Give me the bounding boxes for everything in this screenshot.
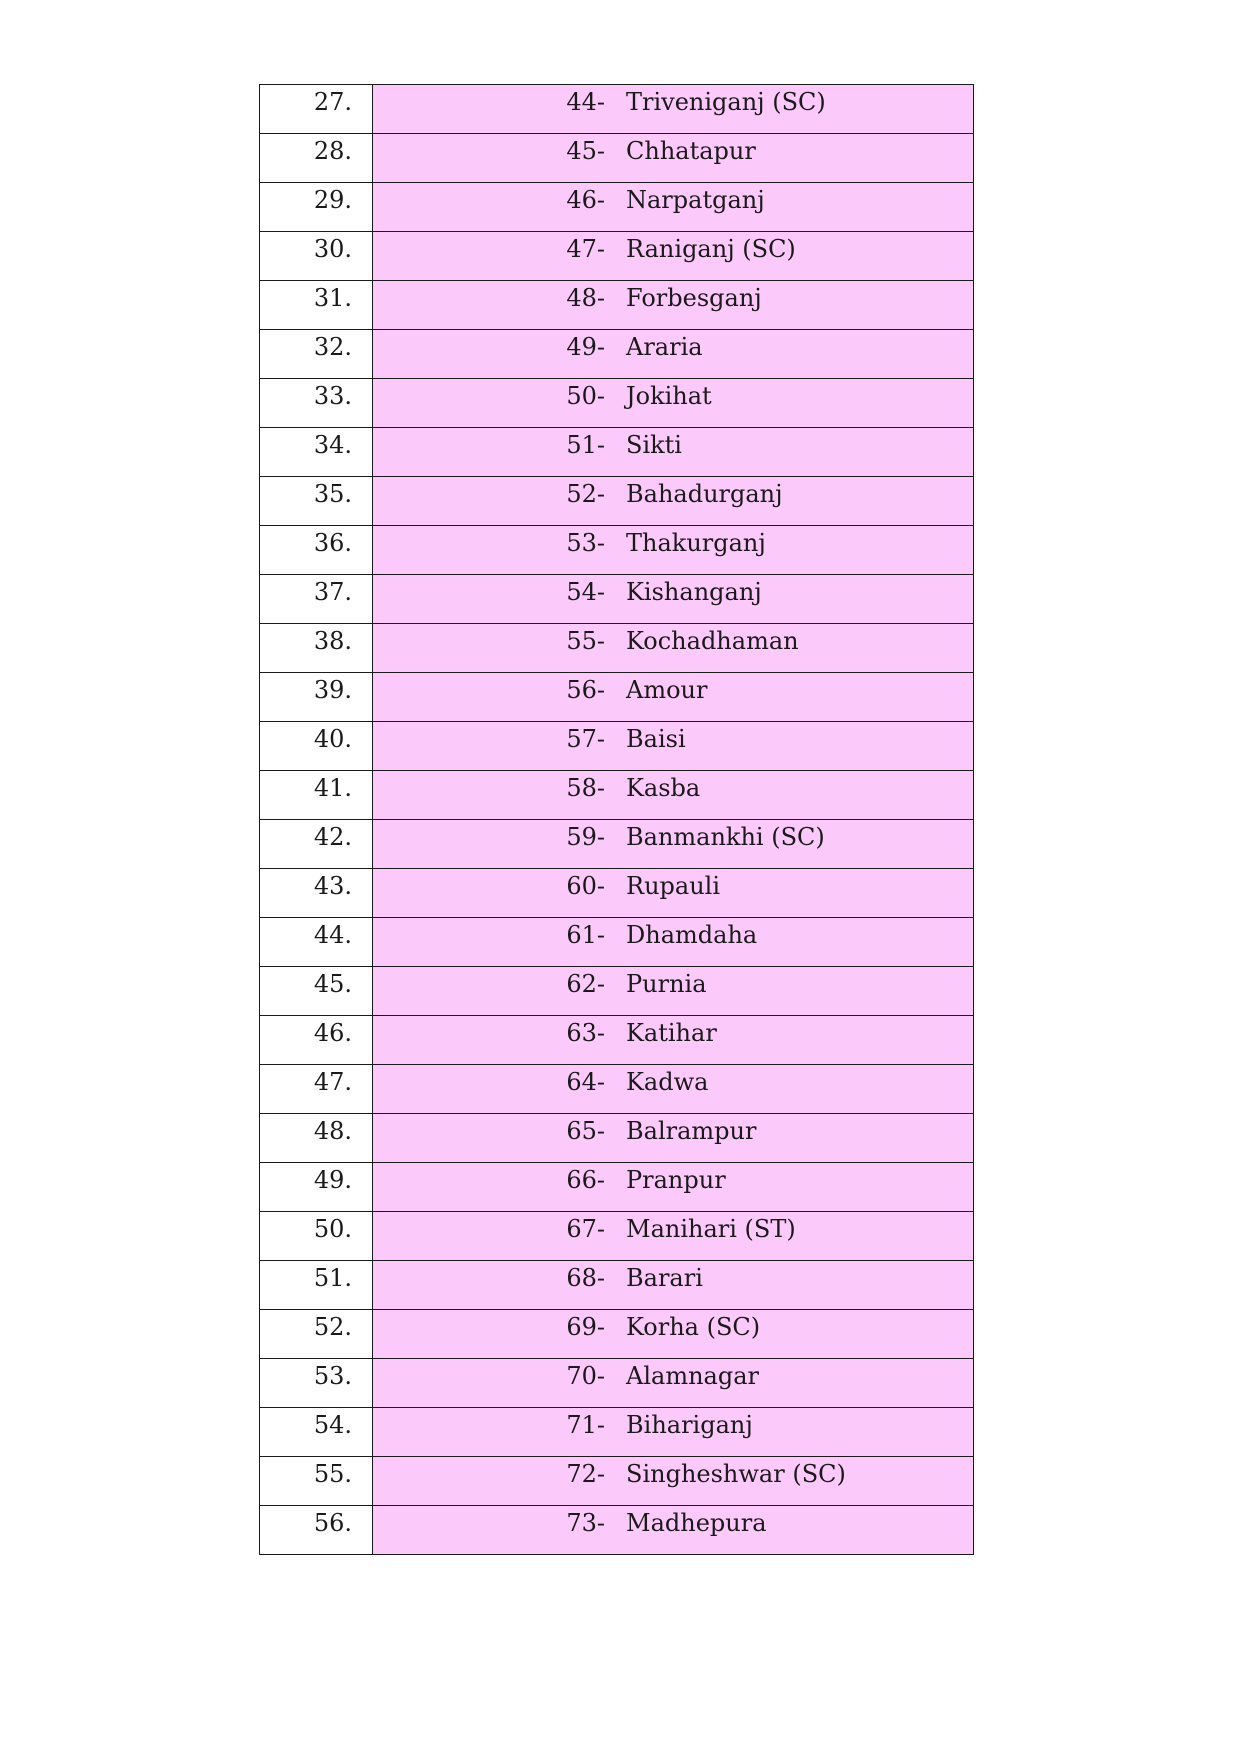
table-row (260, 183, 974, 232)
constituency-number: 54- (566, 578, 605, 606)
serial-number-cell (260, 1261, 373, 1310)
serial-number: 56. (313, 1509, 352, 1537)
table-row (260, 85, 974, 134)
serial-number-cell (260, 1065, 373, 1114)
serial-number-cell (260, 673, 373, 722)
constituency-cell (373, 1163, 974, 1212)
constituency-name: Alamnagar (626, 1362, 759, 1390)
serial-number-cell (260, 869, 373, 918)
table-row (260, 1506, 974, 1555)
table-row (260, 379, 974, 428)
table-body (260, 85, 974, 1555)
table-row (260, 1163, 974, 1212)
constituency-number: 56- (566, 676, 605, 704)
constituency-number: 59- (566, 823, 605, 851)
serial-number-cell (260, 1457, 373, 1506)
constituency-name: Purnia (626, 970, 707, 998)
serial-number-cell (260, 1359, 373, 1408)
constituency-name: Bahadurganj (626, 480, 783, 508)
constituency-cell (373, 1114, 974, 1163)
table-row (260, 820, 974, 869)
constituency-cell (373, 1408, 974, 1457)
constituency-cell (373, 1261, 974, 1310)
serial-number-cell (260, 281, 373, 330)
constituency-number: 60- (566, 872, 605, 900)
table-row (260, 477, 974, 526)
serial-number: 47. (313, 1068, 352, 1096)
serial-number: 33. (313, 382, 352, 410)
table-row (260, 624, 974, 673)
constituency-cell (373, 918, 974, 967)
constituency-cell (373, 1457, 974, 1506)
table-row (260, 134, 974, 183)
table-row (260, 526, 974, 575)
constituency-number: 51- (566, 431, 605, 459)
serial-number-cell (260, 1506, 373, 1555)
serial-number: 43. (313, 872, 352, 900)
constituency-number: 58- (566, 774, 605, 802)
constituency-number: 69- (566, 1313, 605, 1341)
constituency-number: 48- (566, 284, 605, 312)
constituency-number: 65- (566, 1117, 605, 1145)
serial-number: 34. (313, 431, 352, 459)
serial-number-cell (260, 1016, 373, 1065)
constituency-number: 70- (566, 1362, 605, 1390)
constituency-table (259, 84, 974, 1555)
constituency-number: 52- (566, 480, 605, 508)
serial-number-cell (260, 85, 373, 134)
constituency-name: Kasba (626, 774, 701, 802)
serial-number: 41. (313, 774, 352, 802)
constituency-cell (373, 1506, 974, 1555)
constituency-cell (373, 820, 974, 869)
constituency-name: Araria (626, 333, 703, 361)
table-row (260, 232, 974, 281)
constituency-cell (373, 1359, 974, 1408)
serial-number: 44. (313, 921, 352, 949)
constituency-number: 47- (566, 235, 605, 263)
constituency-cell (373, 183, 974, 232)
serial-number-cell (260, 134, 373, 183)
serial-number: 42. (313, 823, 352, 851)
constituency-name: Kadwa (626, 1068, 709, 1096)
table-row (260, 771, 974, 820)
table-row (260, 281, 974, 330)
serial-number: 31. (313, 284, 352, 312)
constituency-name: Amour (626, 676, 708, 704)
serial-number: 55. (313, 1460, 352, 1488)
constituency-name: Thakurganj (626, 529, 766, 557)
constituency-name: Jokihat (626, 382, 712, 410)
serial-number: 49. (313, 1166, 352, 1194)
serial-number-cell (260, 1212, 373, 1261)
constituency-name: Narpatganj (626, 186, 765, 214)
constituency-name: Bihariganj (626, 1411, 753, 1439)
constituency-name: Balrampur (626, 1117, 757, 1145)
constituency-number: 50- (566, 382, 605, 410)
constituency-cell (373, 1016, 974, 1065)
serial-number: 35. (313, 480, 352, 508)
constituency-cell (373, 428, 974, 477)
constituency-number: 63- (566, 1019, 605, 1047)
constituency-cell (373, 1310, 974, 1359)
serial-number: 46. (313, 1019, 352, 1047)
constituency-number: 64- (566, 1068, 605, 1096)
constituency-cell (373, 526, 974, 575)
constituency-name: Katihar (626, 1019, 717, 1047)
table-row (260, 575, 974, 624)
constituency-name: Chhatapur (626, 137, 756, 165)
serial-number: 32. (313, 333, 352, 361)
serial-number: 51. (313, 1264, 352, 1292)
table-row (260, 1065, 974, 1114)
constituency-name: Pranpur (626, 1166, 726, 1194)
serial-number: 50. (313, 1215, 352, 1243)
serial-number-cell (260, 967, 373, 1016)
constituency-name: Rupauli (626, 872, 721, 900)
serial-number: 39. (313, 676, 352, 704)
constituency-number: 46- (566, 186, 605, 214)
constituency-number: 61- (566, 921, 605, 949)
serial-number-cell (260, 379, 373, 428)
constituency-name: Kishanganj (626, 578, 762, 606)
constituency-cell (373, 85, 974, 134)
constituency-name: Banmankhi (SC) (626, 823, 825, 851)
constituency-name: Raniganj (SC) (626, 235, 796, 263)
constituency-cell (373, 967, 974, 1016)
serial-number: 53. (313, 1362, 352, 1390)
table-row (260, 1016, 974, 1065)
serial-number-cell (260, 1163, 373, 1212)
constituency-number: 53- (566, 529, 605, 557)
serial-number: 37. (313, 578, 352, 606)
serial-number-cell (260, 1114, 373, 1163)
constituency-name: Forbesganj (626, 284, 762, 312)
constituency-number: 68- (566, 1264, 605, 1292)
serial-number-cell (260, 771, 373, 820)
table-row (260, 1457, 974, 1506)
constituency-number: 73- (566, 1509, 605, 1537)
constituency-cell (373, 1065, 974, 1114)
constituency-number: 55- (566, 627, 605, 655)
table-row (260, 1408, 974, 1457)
table-row (260, 722, 974, 771)
constituency-name: Korha (SC) (626, 1313, 761, 1341)
serial-number: 45. (313, 970, 352, 998)
constituency-cell (373, 673, 974, 722)
table-row (260, 330, 974, 379)
constituency-cell (373, 281, 974, 330)
constituency-cell (373, 869, 974, 918)
constituency-cell (373, 379, 974, 428)
table-row (260, 967, 974, 1016)
constituency-number: 66- (566, 1166, 605, 1194)
constituency-number: 49- (566, 333, 605, 361)
serial-number-cell (260, 1310, 373, 1359)
constituency-number: 62- (566, 970, 605, 998)
serial-number: 40. (313, 725, 352, 753)
constituency-name: Triveniganj (SC) (626, 88, 826, 116)
serial-number-cell (260, 918, 373, 967)
serial-number-cell (260, 624, 373, 673)
constituency-name: Madhepura (626, 1509, 767, 1537)
serial-number: 27. (313, 88, 352, 116)
constituency-cell (373, 134, 974, 183)
serial-number: 29. (313, 186, 352, 214)
serial-number-cell (260, 330, 373, 379)
constituency-number: 71- (566, 1411, 605, 1439)
serial-number-cell (260, 477, 373, 526)
table-row (260, 1261, 974, 1310)
constituency-number: 72- (566, 1460, 605, 1488)
constituency-number: 45- (566, 137, 605, 165)
table-row (260, 918, 974, 967)
table-row (260, 1212, 974, 1261)
table-row (260, 1310, 974, 1359)
serial-number: 36. (313, 529, 352, 557)
serial-number: 54. (313, 1411, 352, 1439)
constituency-name: Barari (626, 1264, 703, 1292)
constituency-cell (373, 477, 974, 526)
table-row (260, 428, 974, 477)
table-row (260, 1359, 974, 1408)
table-row (260, 869, 974, 918)
serial-number-cell (260, 183, 373, 232)
serial-number-cell (260, 526, 373, 575)
constituency-cell (373, 722, 974, 771)
serial-number: 48. (313, 1117, 352, 1145)
constituency-cell (373, 624, 974, 673)
constituency-name: Manihari (ST) (626, 1215, 796, 1243)
serial-number-cell (260, 428, 373, 477)
constituency-name: Singheshwar (SC) (626, 1460, 846, 1488)
serial-number-cell (260, 575, 373, 624)
constituency-cell (373, 575, 974, 624)
constituency-cell (373, 1212, 974, 1261)
serial-number: 38. (313, 627, 352, 655)
constituency-number: 57- (566, 725, 605, 753)
constituency-number: 67- (566, 1215, 605, 1243)
constituency-name: Dhamdaha (626, 921, 758, 949)
serial-number-cell (260, 722, 373, 771)
constituency-name: Sikti (626, 431, 682, 459)
serial-number-cell (260, 1408, 373, 1457)
constituency-cell (373, 330, 974, 379)
table-row (260, 673, 974, 722)
serial-number: 52. (313, 1313, 352, 1341)
serial-number-cell (260, 820, 373, 869)
serial-number: 28. (313, 137, 352, 165)
table-row (260, 1114, 974, 1163)
serial-number-cell (260, 232, 373, 281)
constituency-cell (373, 771, 974, 820)
constituency-name: Kochadhaman (626, 627, 799, 655)
constituency-name: Baisi (626, 725, 686, 753)
constituency-cell (373, 232, 974, 281)
constituency-number: 44- (566, 88, 605, 116)
serial-number: 30. (313, 235, 352, 263)
